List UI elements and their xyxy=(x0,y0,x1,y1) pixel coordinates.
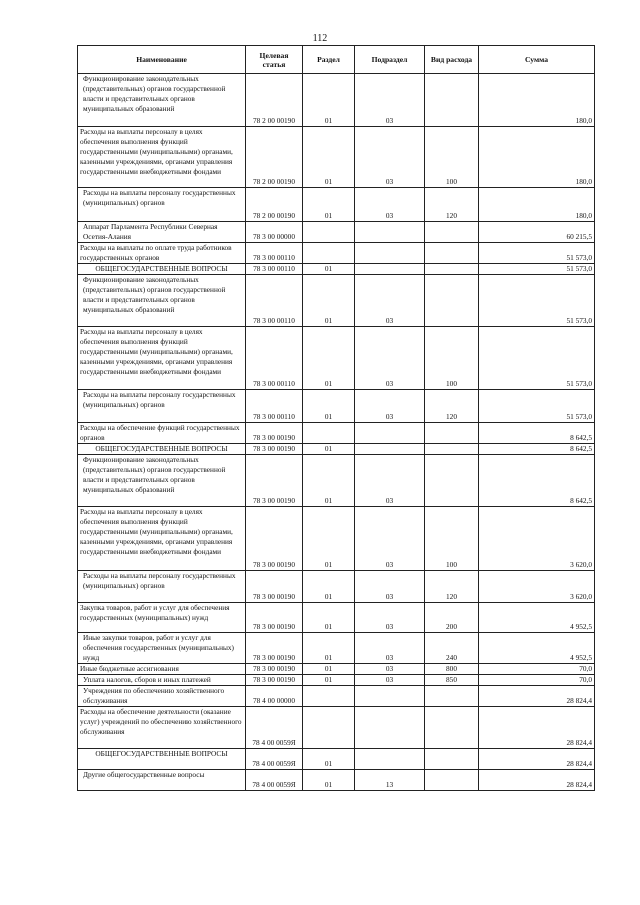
table-row xyxy=(78,664,595,675)
row-subsection-cell xyxy=(355,686,425,707)
row-expense-type-cell: 100 xyxy=(425,127,479,188)
row-sum-cell: 28 824,4 xyxy=(479,686,595,707)
row-sum-cell: 51 573,0 xyxy=(479,275,595,327)
row-expense-type-cell xyxy=(425,264,479,275)
table-row xyxy=(78,707,595,749)
row-sum-cell: 28 824,4 xyxy=(479,749,595,770)
row-expense-type-cell: 200 xyxy=(425,603,479,633)
table-row xyxy=(78,423,595,444)
table-row xyxy=(78,222,595,243)
row-subsection-cell: 03 xyxy=(355,127,425,188)
header-section: Раздел xyxy=(303,46,355,74)
row-name-cell: Другие общегосударственные вопросы xyxy=(78,770,246,791)
table-row xyxy=(78,275,595,327)
row-subsection-cell xyxy=(355,243,425,264)
row-expense-type-cell xyxy=(425,243,479,264)
row-name-cell: Расходы на обеспечение функций государственных органов xyxy=(78,423,246,444)
row-target-cell: 78 3 00 00110 xyxy=(246,275,303,327)
row-expense-type-cell xyxy=(425,444,479,455)
row-subsection-cell: 03 xyxy=(355,188,425,222)
row-target-cell: 78 3 00 00190 xyxy=(246,603,303,633)
row-section-cell: 01 xyxy=(303,127,355,188)
row-sum-cell: 4 952,5 xyxy=(479,603,595,633)
row-subsection-cell: 03 xyxy=(355,390,425,423)
row-sum-cell: 51 573,0 xyxy=(479,243,595,264)
row-subsection-cell: 03 xyxy=(355,603,425,633)
row-sum-cell: 180,0 xyxy=(479,188,595,222)
row-expense-type-cell xyxy=(425,455,479,507)
row-sum-cell: 8 642,5 xyxy=(479,423,595,444)
row-target-cell: 78 4 00 0059Я xyxy=(246,770,303,791)
row-sum-cell: 8 642,5 xyxy=(479,444,595,455)
row-section-cell xyxy=(303,686,355,707)
row-expense-type-cell xyxy=(425,423,479,444)
table-row xyxy=(78,603,595,633)
row-name-cell: Расходы на выплаты персоналу государственных (муниципальных) органов xyxy=(78,390,246,423)
row-section-cell: 01 xyxy=(303,749,355,770)
row-subsection-cell: 03 xyxy=(355,633,425,664)
row-sum-cell: 28 824,4 xyxy=(479,770,595,791)
table-row xyxy=(78,264,595,275)
table-row xyxy=(78,188,595,222)
row-target-cell: 78 3 00 00110 xyxy=(246,390,303,423)
table-header-row xyxy=(78,46,595,74)
row-subsection-cell: 03 xyxy=(355,675,425,686)
row-subsection-cell xyxy=(355,423,425,444)
row-target-cell: 78 3 00 00190 xyxy=(246,444,303,455)
row-target-cell: 78 3 00 00190 xyxy=(246,423,303,444)
row-name-cell: ОБЩЕГОСУДАРСТВЕННЫЕ ВОПРОСЫ xyxy=(78,264,246,275)
row-target-cell: 78 2 00 00190 xyxy=(246,127,303,188)
row-expense-type-cell xyxy=(425,770,479,791)
table-row xyxy=(78,749,595,770)
table-row xyxy=(78,507,595,571)
table-row xyxy=(78,571,595,603)
row-sum-cell: 70,0 xyxy=(479,675,595,686)
row-target-cell: 78 3 00 00190 xyxy=(246,675,303,686)
table-row xyxy=(78,444,595,455)
row-section-cell: 01 xyxy=(303,455,355,507)
row-expense-type-cell: 120 xyxy=(425,571,479,603)
row-section-cell: 01 xyxy=(303,664,355,675)
row-section-cell xyxy=(303,222,355,243)
row-subsection-cell xyxy=(355,707,425,749)
row-name-cell: Закупка товаров, работ и услуг для обеспечения государственных (муниципальных) нужд xyxy=(78,603,246,633)
row-expense-type-cell: 800 xyxy=(425,664,479,675)
row-subsection-cell: 03 xyxy=(355,455,425,507)
row-subsection-cell xyxy=(355,749,425,770)
row-name-cell: Функционирование законодательных (представительных) органов государственной власти и представительных органов муниципальных образований xyxy=(78,275,246,327)
row-name-cell: Расходы на выплаты по оплате труда работников государственных органов xyxy=(78,243,246,264)
row-sum-cell: 8 642,5 xyxy=(479,455,595,507)
table-row xyxy=(78,770,595,791)
row-name-cell: ОБЩЕГОСУДАРСТВЕННЫЕ ВОПРОСЫ xyxy=(78,749,246,770)
row-target-cell: 78 3 00 00190 xyxy=(246,633,303,664)
row-name-cell: Расходы на выплаты персоналу государственных (муниципальных) органов xyxy=(78,188,246,222)
row-subsection-cell: 03 xyxy=(355,571,425,603)
row-sum-cell: 70,0 xyxy=(479,664,595,675)
header-name: Наименование xyxy=(78,46,246,74)
header-subsection: Подраздел xyxy=(355,46,425,74)
budget-table xyxy=(77,45,595,791)
row-subsection-cell: 03 xyxy=(355,74,425,127)
row-subsection-cell: 03 xyxy=(355,275,425,327)
header-target: Целевая статья xyxy=(246,46,303,74)
table-row xyxy=(78,127,595,188)
row-expense-type-cell: 850 xyxy=(425,675,479,686)
row-target-cell: 78 3 00 00190 xyxy=(246,455,303,507)
row-expense-type-cell xyxy=(425,749,479,770)
row-name-cell: Аппарат Парламента Республики Северная Осетия-Алания xyxy=(78,222,246,243)
row-subsection-cell xyxy=(355,444,425,455)
row-subsection-cell xyxy=(355,222,425,243)
row-name-cell: Иные бюджетные ассигнования xyxy=(78,664,246,675)
row-name-cell: Иные закупки товаров, работ и услуг для обеспечения государственных (муниципальных) нужд xyxy=(78,633,246,664)
row-expense-type-cell xyxy=(425,275,479,327)
row-sum-cell: 180,0 xyxy=(479,127,595,188)
row-subsection-cell xyxy=(355,264,425,275)
row-section-cell: 01 xyxy=(303,74,355,127)
row-name-cell: Расходы на выплаты персоналу в целях обеспечения выполнения функций государственными (муниципальными) органами, казенными учреждениями, органами управления государственными внебюджетными фондами xyxy=(78,327,246,390)
row-sum-cell: 60 215,5 xyxy=(479,222,595,243)
row-sum-cell: 51 573,0 xyxy=(479,390,595,423)
row-expense-type-cell xyxy=(425,74,479,127)
row-section-cell: 01 xyxy=(303,675,355,686)
table-row xyxy=(78,74,595,127)
header-sum: Сумма xyxy=(479,46,595,74)
row-target-cell: 78 4 00 0059Я xyxy=(246,749,303,770)
row-section-cell: 01 xyxy=(303,571,355,603)
row-section-cell: 01 xyxy=(303,327,355,390)
row-name-cell: Расходы на обеспечение деятельности (оказание услуг) учреждений по обеспечению хозяйственного обслуживания xyxy=(78,707,246,749)
row-expense-type-cell xyxy=(425,686,479,707)
row-sum-cell: 28 824,4 xyxy=(479,707,595,749)
row-sum-cell: 4 952,5 xyxy=(479,633,595,664)
row-name-cell: Уплата налогов, сборов и иных платежей xyxy=(78,675,246,686)
table-row xyxy=(78,455,595,507)
row-name-cell: Расходы на выплаты персоналу в целях обеспечения выполнения функций государственными (муниципальными) органами, казенными учреждениями, органами управления государственными внебюджетными фондами xyxy=(78,127,246,188)
row-section-cell: 01 xyxy=(303,188,355,222)
row-expense-type-cell: 120 xyxy=(425,188,479,222)
page-number: 112 xyxy=(312,33,328,44)
row-target-cell: 78 2 00 00190 xyxy=(246,188,303,222)
row-subsection-cell: 03 xyxy=(355,327,425,390)
row-target-cell: 78 3 00 00110 xyxy=(246,264,303,275)
table-row xyxy=(78,243,595,264)
row-name-cell: Расходы на выплаты персоналу в целях обеспечения выполнения функций государственными (муниципальными) органами, казенными учреждениями, органами управления государственными внебюджетными фондами xyxy=(78,507,246,571)
row-section-cell xyxy=(303,243,355,264)
row-name-cell: Расходы на выплаты персоналу государственных (муниципальных) органов xyxy=(78,571,246,603)
row-target-cell: 78 4 00 0059Я xyxy=(246,707,303,749)
row-section-cell xyxy=(303,707,355,749)
row-expense-type-cell xyxy=(425,222,479,243)
row-section-cell: 01 xyxy=(303,264,355,275)
row-section-cell: 01 xyxy=(303,390,355,423)
row-section-cell: 01 xyxy=(303,770,355,791)
row-sum-cell: 51 573,0 xyxy=(479,264,595,275)
row-sum-cell: 51 573,0 xyxy=(479,327,595,390)
row-target-cell: 78 4 00 00000 xyxy=(246,686,303,707)
row-section-cell: 01 xyxy=(303,507,355,571)
row-target-cell: 78 2 00 00190 xyxy=(246,74,303,127)
row-name-cell: ОБЩЕГОСУДАРСТВЕННЫЕ ВОПРОСЫ xyxy=(78,444,246,455)
row-name-cell: Функционирование законодательных (представительных) органов государственной власти и представительных органов муниципальных образований xyxy=(78,455,246,507)
row-sum-cell: 3 620,0 xyxy=(479,571,595,603)
header-expense-type: Вид расхода xyxy=(425,46,479,74)
row-name-cell: Функционирование законодательных (представительных) органов государственной власти и представительных органов муниципальных образований xyxy=(78,74,246,127)
row-sum-cell: 180,0 xyxy=(479,74,595,127)
row-subsection-cell: 13 xyxy=(355,770,425,791)
row-section-cell: 01 xyxy=(303,603,355,633)
table-row xyxy=(78,327,595,390)
row-section-cell xyxy=(303,423,355,444)
table-body xyxy=(78,74,595,791)
row-target-cell: 78 3 00 00110 xyxy=(246,327,303,390)
table-row xyxy=(78,675,595,686)
row-subsection-cell: 03 xyxy=(355,664,425,675)
table-row xyxy=(78,390,595,423)
table-row xyxy=(78,633,595,664)
row-section-cell: 01 xyxy=(303,444,355,455)
row-subsection-cell: 03 xyxy=(355,507,425,571)
row-expense-type-cell: 100 xyxy=(425,327,479,390)
row-target-cell: 78 3 00 00190 xyxy=(246,571,303,603)
row-name-cell: Учреждения по обеспечению хозяйственного обслуживания xyxy=(78,686,246,707)
row-target-cell: 78 3 00 00110 xyxy=(246,243,303,264)
row-expense-type-cell: 240 xyxy=(425,633,479,664)
table-row xyxy=(78,686,595,707)
row-section-cell: 01 xyxy=(303,275,355,327)
row-section-cell: 01 xyxy=(303,633,355,664)
row-target-cell: 78 3 00 00000 xyxy=(246,222,303,243)
row-expense-type-cell xyxy=(425,707,479,749)
row-expense-type-cell: 120 xyxy=(425,390,479,423)
row-target-cell: 78 3 00 00190 xyxy=(246,507,303,571)
row-target-cell: 78 3 00 00190 xyxy=(246,664,303,675)
row-expense-type-cell: 100 xyxy=(425,507,479,571)
row-sum-cell: 3 620,0 xyxy=(479,507,595,571)
